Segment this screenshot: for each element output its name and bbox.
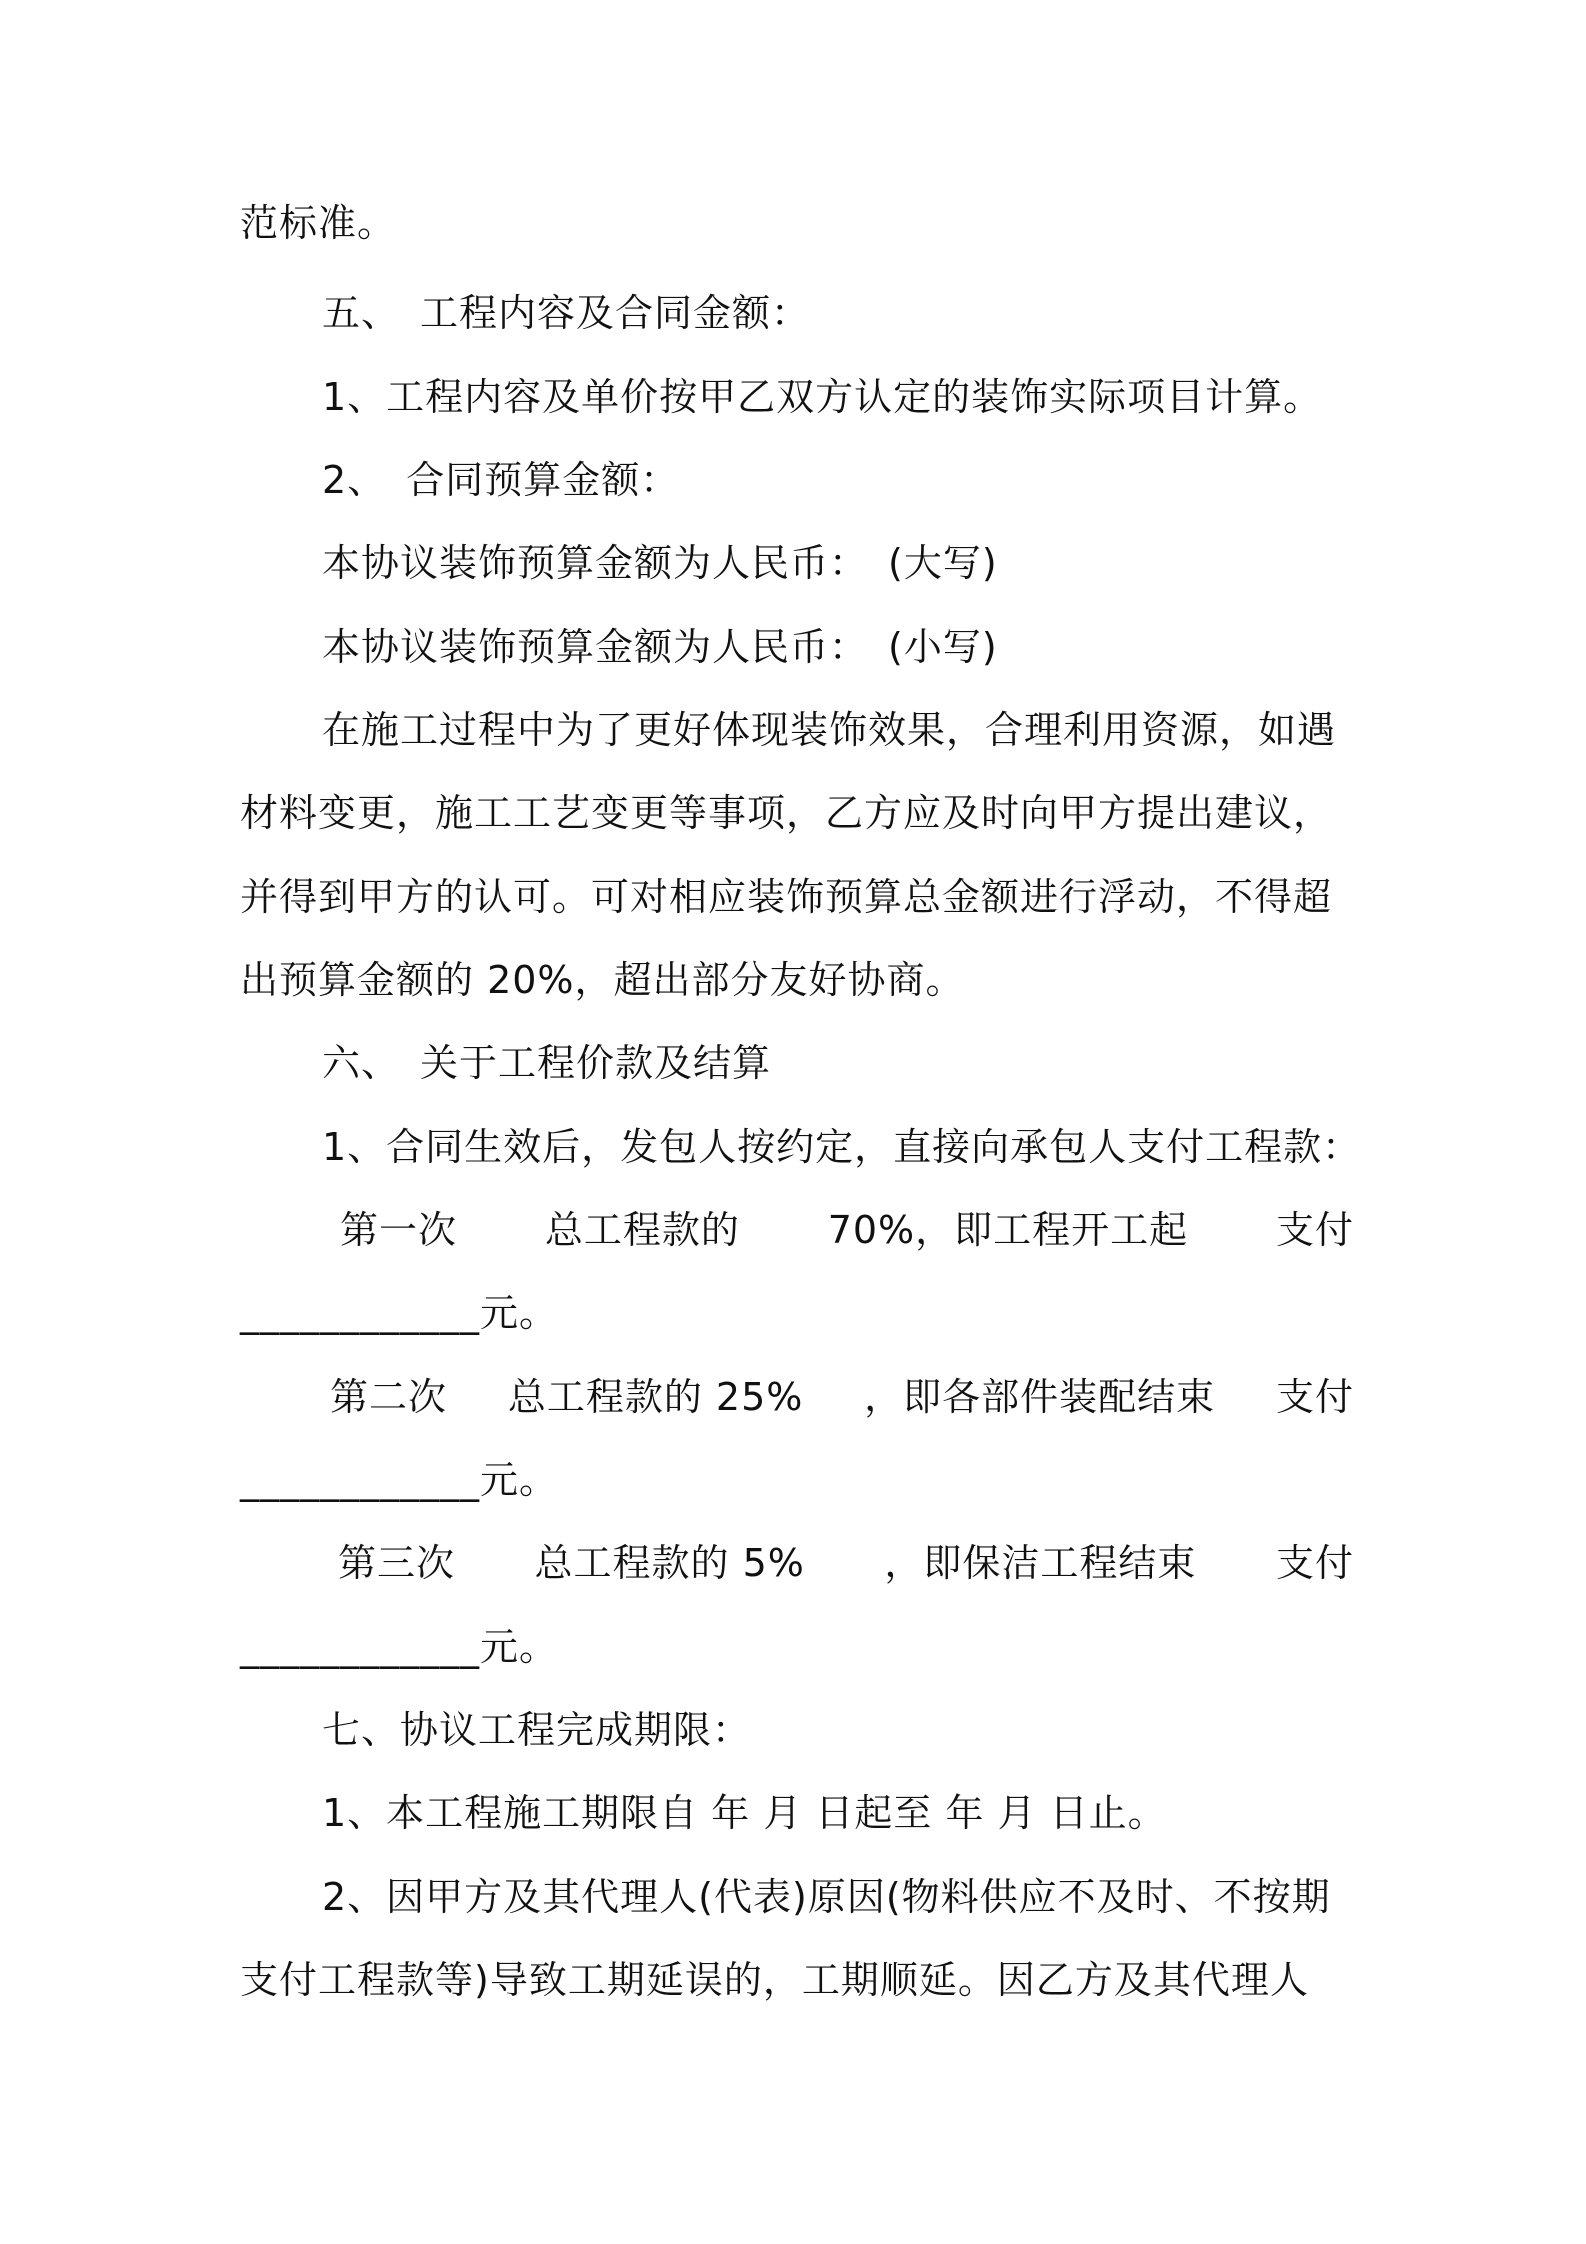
payment-order: 第二次 — [330, 1375, 448, 1419]
amount-line-uppercase — [322, 538, 1354, 588]
payment-label: 支付 — [1275, 1541, 1354, 1585]
paragraph-line: 出预算金额的 20%，超出部分友好协商。 — [240, 958, 965, 1002]
paragraph-line: 并得到甲方的认可。可对相应装饰预算总金额进行浮动，不得超 — [240, 875, 1333, 919]
paragraph-line: 支付工程款等)导致工期延误的，工期顺延。因乙方及其代理人 — [240, 1958, 1309, 2002]
section-heading-5 — [322, 288, 1354, 338]
payment-label: 支付 — [1275, 1375, 1354, 1419]
payment-amount-blank: ____________元。 — [240, 1625, 559, 1669]
payment-label: 支付 — [1275, 1208, 1354, 1252]
payment-amount-blank: ____________元。 — [240, 1458, 559, 1502]
section-number: 六、 — [322, 1041, 401, 1085]
section-title: 关于工程价款及结算 — [420, 1041, 772, 1085]
text-line: 范标准。 — [240, 201, 397, 245]
clause-line: 1、合同生效后，发包人按约定，直接向承包人支付工程款： — [322, 1125, 1362, 1169]
clause-line: 2、因甲方及其代理人(代表)原因(物料供应不及时、不按期 — [322, 1875, 1331, 1919]
paragraph-line: 在施工过程中为了更好体现装饰效果，合理利用资源，如遇 — [322, 708, 1337, 752]
payment-percent: 总工程款的 — [544, 1208, 740, 1252]
section-number: 五、 — [322, 291, 401, 335]
payment-condition: 70%，即工程开工起 — [827, 1208, 1189, 1252]
clause-line: 1、工程内容及单价按甲乙双方认定的装饰实际项目计算。 — [322, 375, 1323, 419]
clause-line: 1、本工程施工期限自 年 月 日起至 年 月 日止。 — [322, 1791, 1167, 1835]
section-heading-7: 七、协议工程完成期限： — [322, 1708, 752, 1752]
amount-form: (大写) — [888, 541, 998, 585]
payment-percent: 总工程款的 5% — [534, 1541, 805, 1585]
payment-condition: ，即保洁工程结束 — [884, 1541, 1197, 1585]
payment-order: 第三次 — [338, 1541, 456, 1585]
section-title: 工程内容及合同金额： — [420, 291, 811, 335]
section-heading-6 — [322, 1038, 1354, 1088]
clause-title: 合同预算金额： — [406, 458, 680, 502]
amount-label: 本协议装饰预算金额为人民币： — [322, 541, 869, 585]
payment-line-first — [340, 1205, 1354, 1255]
payment-amount-blank: ____________元。 — [240, 1291, 559, 1335]
payment-percent: 总工程款的 25% — [507, 1375, 804, 1419]
amount-line-numeric — [322, 622, 1354, 672]
payment-line-second — [330, 1372, 1354, 1422]
amount-label: 本协议装饰预算金额为人民币： — [322, 625, 869, 669]
clause-line — [322, 455, 1354, 505]
payment-order: 第一次 — [340, 1208, 458, 1252]
payment-condition: ，即各部件装配结束 — [864, 1375, 1216, 1419]
payment-line-third — [338, 1538, 1354, 1588]
paragraph-line: 材料变更，施工工艺变更等事项，乙方应及时向甲方提出建议， — [240, 791, 1333, 835]
amount-form: (小写) — [888, 625, 998, 669]
clause-number: 2、 — [322, 458, 387, 502]
